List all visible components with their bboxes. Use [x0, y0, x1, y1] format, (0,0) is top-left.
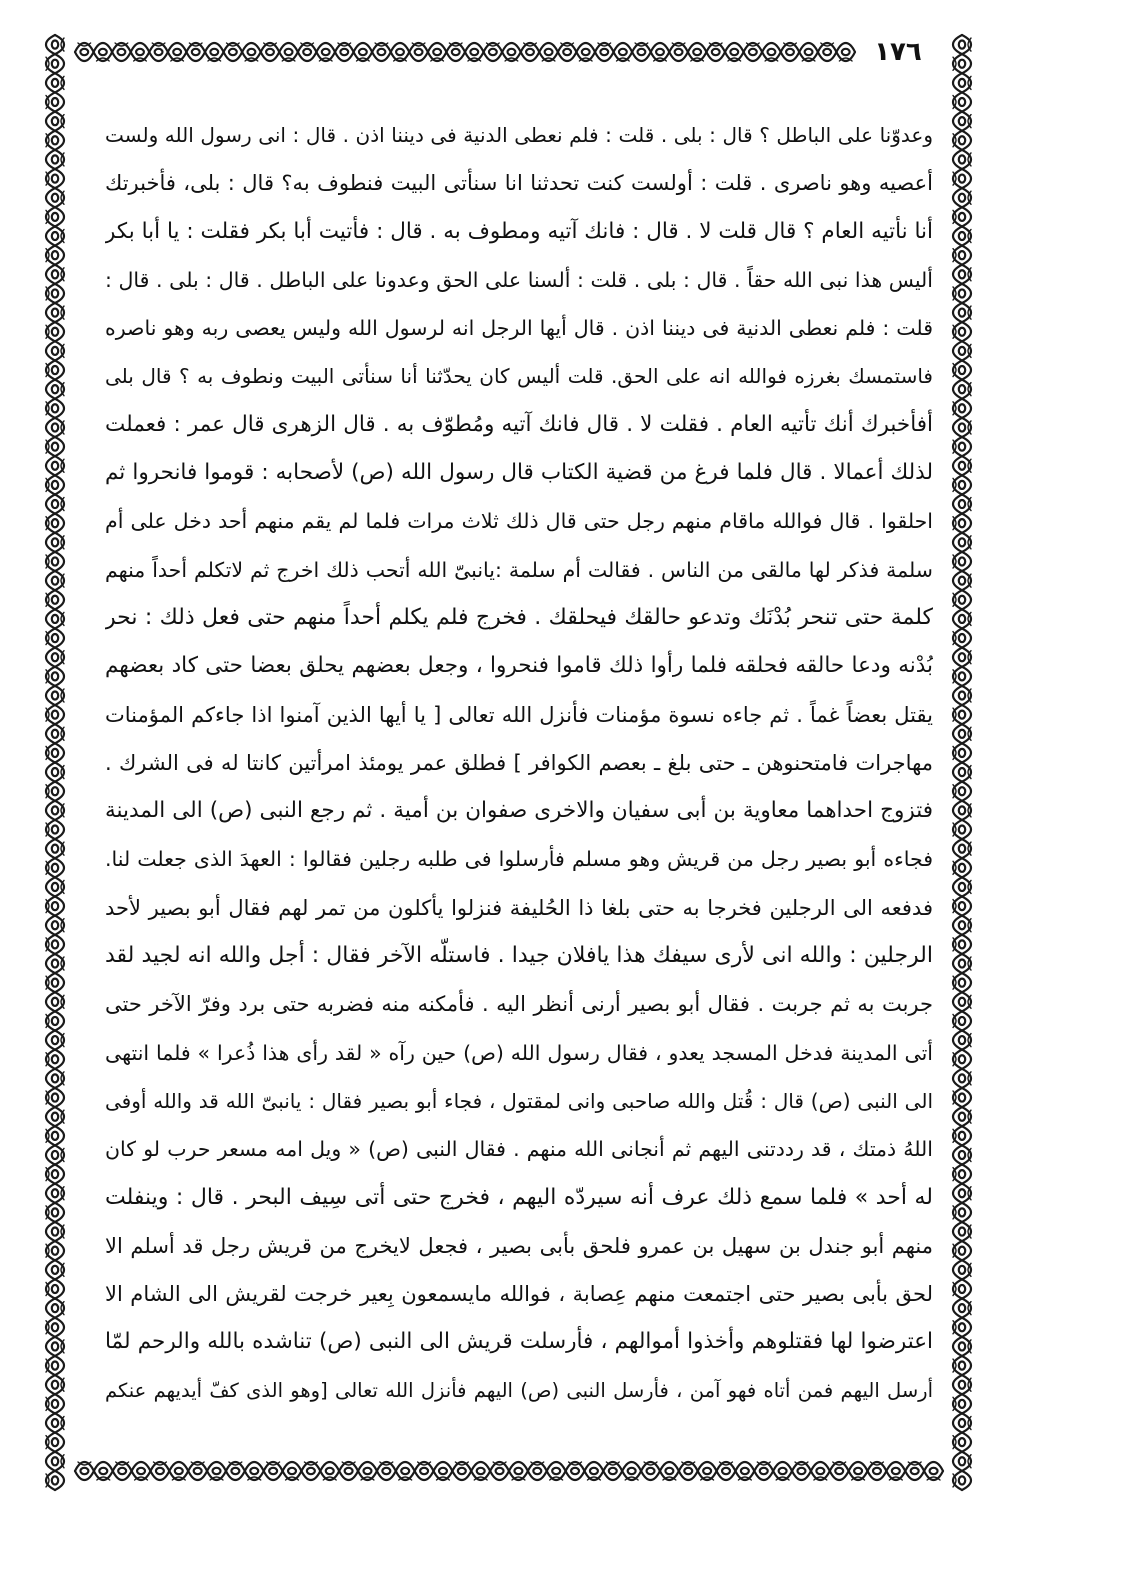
- left-border-link: [46, 456, 64, 494]
- left-border-link: [46, 763, 64, 801]
- top-border-link: [446, 43, 483, 61]
- top-border-link: [149, 43, 186, 61]
- right-border-link: [953, 877, 971, 915]
- right-border-link: [953, 1452, 971, 1490]
- top-border-link: [781, 43, 818, 61]
- text-line: لحق بأبى بصير حتى اجتمعت منهم عِصابة ، فوالله مايسمعون بِعير خرجت لقريش الى الشام الا: [105, 1282, 933, 1307]
- left-border-link: [46, 1375, 64, 1413]
- text-line: وعدوّنا على الباطل ؟ قال : بلى . قلت : فلم نعطى الدنية فى ديننا اذن . قال : انى رسول الله ولست: [105, 123, 933, 147]
- top-border-link: [632, 43, 669, 61]
- bottom-border-link: [339, 1462, 377, 1480]
- top-border-link: [558, 43, 595, 61]
- right-border-link: [953, 1145, 971, 1183]
- text-line: أرسل اليهم فمن أتاه فهو آمن ، فأرسل النبى (ص) اليهم فأنزل الله تعالى [وهو الذى كفّ أيديهم عنكم: [105, 1378, 933, 1402]
- left-border-link: [46, 954, 64, 992]
- bottom-border-link: [301, 1462, 339, 1480]
- text-line: كلمة حتى تنحر بُدْنَك وتدعو حالقك فيحلقك . فخرج فلم يكلم أحداً منهم حتى فعل ذلك : نحر: [105, 604, 933, 630]
- bottom-border-link: [641, 1462, 679, 1480]
- right-border-link: [953, 686, 971, 724]
- text-line: جربت به ثم جربت . فقال أبو بصير أرنى أنظر اليه . فأمكنه منه فضربه حتى برد وفرّ الآخر حتى: [105, 992, 933, 1017]
- bottom-border-link: [679, 1462, 717, 1480]
- text-line: سلمة فذكر لها مالقى من الناس . فقالت أم سلمة :يانبىّ الله أتحب ذلك اخرج ثم لاتكلم أحداً منهم: [105, 557, 933, 582]
- top-border-link: [112, 43, 149, 61]
- right-border-link: [953, 1031, 971, 1069]
- left-border-link: [46, 609, 64, 647]
- right-border-link: [953, 533, 971, 571]
- left-border-link: [46, 188, 64, 226]
- right-border-link: [953, 1260, 971, 1298]
- left-border-link: [46, 265, 64, 303]
- right-border-link: [953, 1184, 971, 1222]
- right-border-link: [953, 763, 971, 801]
- right-border-link: [953, 1069, 971, 1107]
- left-border-link: [46, 877, 64, 915]
- text-line: أليس هذا نبى الله حقاً . قال : بلى . قلت : ألسنا على الحق وعدونا على الباطل . قال : بلى . قال :: [105, 267, 933, 292]
- bottom-border-link: [566, 1462, 604, 1480]
- left-border-link: [46, 150, 64, 188]
- left-border-link: [46, 571, 64, 609]
- left-border-link: [46, 533, 64, 571]
- right-border-link: [953, 648, 971, 686]
- right-border-link: [953, 724, 971, 762]
- text-line: احلقوا . قال فوالله ماقام منهم رجل حتى قال ذلك ثلاث مرات فلما لم يقم منهم أحد دخل على أم: [105, 509, 933, 534]
- left-border-link: [46, 839, 64, 877]
- text-line: فدفعه الى الرجلين فخرجا به حتى بلغا ذا الحُليفة فنزلوا يأكلون من تمر لهم فقال أبو بصير لأحد: [105, 895, 933, 920]
- text-line: فجاءه أبو بصير رجل من قريش وهو مسلم فأرسلوا فى طلبه رجلين فقالوا : العهدَ الذى جعلت لنا.: [105, 847, 933, 872]
- right-border-link: [953, 73, 971, 111]
- text-line: فاستمسك بغرزه فوالله انه على الحق. قلت أليس كان يحدّثنا أنا سنأتى البيت ونطوف به ؟ قال بلى: [105, 364, 933, 389]
- left-border-link: [46, 1337, 64, 1375]
- right-border-link: [953, 303, 971, 341]
- text-line: أنا نأتيه العام ؟ قال قلت لا . قال : فانك آتيه ومطوف به . قال : فأتيت أبا بكر فقلت : يا أبا بكر: [105, 218, 933, 244]
- bottom-border-link: [188, 1462, 226, 1480]
- left-border-link: [46, 1107, 64, 1145]
- bottom-border-link: [792, 1462, 830, 1480]
- page-number: ١٧٦: [858, 34, 938, 70]
- left-border-link: [46, 1145, 64, 1183]
- right-border-link: [953, 1222, 971, 1260]
- top-border-link: [75, 43, 112, 61]
- left-border-link: [46, 724, 64, 762]
- left-border-link: [46, 380, 64, 418]
- bottom-border-link: [150, 1462, 188, 1480]
- right-border-link: [953, 1375, 971, 1413]
- text-line: الى النبى (ص) قال : قُتل والله صاحبى وانى لمقتول ، فجاء أبو بصير فقال : يانبىّ الله قد والله أوفى: [105, 1088, 933, 1113]
- top-border-link: [335, 43, 372, 61]
- right-border-link: [953, 380, 971, 418]
- top-border-link: [484, 43, 521, 61]
- body-text: [105, 111, 933, 1415]
- left-border-link: [46, 1069, 64, 1107]
- right-border-link: [953, 265, 971, 303]
- left-border-link: [46, 801, 64, 839]
- left-border-link: [46, 1222, 64, 1260]
- bottom-border-link: [264, 1462, 302, 1480]
- bottom-border-link: [528, 1462, 566, 1480]
- bottom-border-link: [905, 1462, 943, 1480]
- text-line: فتزوج احداهما معاوية بن أبى سفيان والاخرى صفوان بن أمية . ثم رجع النبى (ص) الى المدينة: [105, 798, 933, 824]
- right-border-link: [953, 1107, 971, 1145]
- right-border-link: [953, 1299, 971, 1337]
- bottom-border-link: [377, 1462, 415, 1480]
- bottom-border-link: [415, 1462, 453, 1480]
- text-line: مهاجرات فامتحنوهن ـ حتى بلغ ـ بعصم الكوافر ] فطلق عمر يومئذ امرأتين كانتا له فى الشرك .: [105, 750, 933, 775]
- top-border-link: [706, 43, 743, 61]
- right-border-link: [953, 494, 971, 532]
- left-border-link: [46, 1031, 64, 1069]
- top-border-link: [521, 43, 558, 61]
- right-border-link: [953, 150, 971, 188]
- bottom-border-link: [868, 1462, 906, 1480]
- left-border-link: [46, 494, 64, 532]
- left-border-link: [46, 112, 64, 150]
- left-border-link: [46, 916, 64, 954]
- left-border-link: [46, 1413, 64, 1451]
- right-border-link: [953, 112, 971, 150]
- left-border-link: [46, 1452, 64, 1490]
- text-line: يقتل بعضاً غماً . ثم جاءه نسوة مؤمنات فأنزل الله تعالى [ يا أيها الذين آمنوا اذا جاءكم المؤمنات: [105, 702, 933, 727]
- bottom-border-link: [75, 1462, 113, 1480]
- text-line: الرجلين : والله انى لأرى سيفك هذا يافلان جيدا . فاستلّه الآخر فقال : أجل والله انه لجيد لقد: [105, 943, 933, 969]
- right-border-link: [953, 341, 971, 379]
- left-border-link: [46, 1260, 64, 1298]
- left-border-link: [46, 73, 64, 111]
- top-border-link: [224, 43, 261, 61]
- right-border-link: [953, 992, 971, 1030]
- right-border-link: [953, 226, 971, 264]
- left-border-link: [46, 992, 64, 1030]
- right-border-link: [953, 188, 971, 226]
- right-border-link: [953, 954, 971, 992]
- top-border-link: [261, 43, 298, 61]
- left-border-link: [46, 1299, 64, 1337]
- text-line: لذلك أعمالا . قال فلما فرغ من قضية الكتاب قال رسول الله (ص) لأصحابه : قوموا فانحروا ثم: [105, 460, 933, 486]
- right-border-link: [953, 801, 971, 839]
- right-border-link: [953, 418, 971, 456]
- top-border-link: [372, 43, 409, 61]
- bottom-border-link: [830, 1462, 868, 1480]
- top-border-link: [186, 43, 223, 61]
- bottom-border-link: [754, 1462, 792, 1480]
- right-border-link: [953, 916, 971, 954]
- text-line: اعترضوا لها فقتلوهم وأخذوا أموالهم ، فأرسلت قريش الى النبى (ص) تناشده بالله والرحم لمّا: [105, 1329, 933, 1355]
- right-border-link: [953, 35, 971, 73]
- right-border-link: [953, 1337, 971, 1375]
- top-border-link: [595, 43, 632, 61]
- left-border-link: [46, 341, 64, 379]
- text-line: أتى المدينة فدخل المسجد يعدو ، فقال رسول الله (ص) حين رآه « لقد رأى هذا ذُعرا » فلما انتهى: [105, 1040, 933, 1065]
- left-border-link: [46, 226, 64, 264]
- left-border-link: [46, 35, 64, 73]
- left-border-link: [46, 648, 64, 686]
- bottom-border-link: [603, 1462, 641, 1480]
- right-border-link: [953, 609, 971, 647]
- bottom-border-link: [113, 1462, 151, 1480]
- text-line: أعصيه وهو ناصرى . قلت : أولست كنت تحدثنا انا سنأتى البيت فنطوف به؟ قال : بلى، فأخبرتك: [105, 171, 933, 196]
- bottom-border-link: [226, 1462, 264, 1480]
- text-line: اللهُ ذمتك ، قد رددتنى اليهم ثم أنجانى الله منهم . فقال النبى (ص) « ويل امه مسعر حرب لو كان: [105, 1137, 933, 1162]
- right-border-link: [953, 1413, 971, 1451]
- bottom-border-link: [490, 1462, 528, 1480]
- left-border-link: [46, 303, 64, 341]
- top-border-link: [409, 43, 446, 61]
- top-border-link: [669, 43, 706, 61]
- right-border-link: [953, 456, 971, 494]
- left-border-link: [46, 418, 64, 456]
- text-line: أفأخبرك أنك تأتيه العام . فقلت لا . قال فانك آتيه ومُطوّف به . قال الزهرى قال عمر : فعملت: [105, 411, 933, 437]
- right-border-link: [953, 839, 971, 877]
- right-border-link: [953, 571, 971, 609]
- bottom-border-link: [452, 1462, 490, 1480]
- top-border-link: [818, 43, 855, 61]
- text-line: له أحد » فلما سمع ذلك عرف أنه سيردّه اليهم ، فخرج حتى أتى سِيف البحر . قال : وينفلت: [105, 1184, 933, 1210]
- bottom-border-link: [717, 1462, 755, 1480]
- text-line: بُدْنه ودعا حالقه فحلقه فلما رأوا ذلك قاموا فنحروا ، وجعل بعضهم يحلق بعضا حتى كاد بعضهم: [105, 653, 933, 679]
- top-border-link: [744, 43, 781, 61]
- left-border-link: [46, 686, 64, 724]
- top-border-link: [298, 43, 335, 61]
- text-line: منهم أبو جندل بن سهيل بن عمرو فلحق بأبى بصير ، فجعل لايخرج من قريش رجل قد أسلم الا: [105, 1233, 933, 1258]
- text-line: قلت : فلم نعطى الدنية فى ديننا اذن . قال أيها الرجل انه لرسول الله وليس يعصى ربه وهو ناصره: [105, 316, 933, 341]
- left-border-link: [46, 1184, 64, 1222]
